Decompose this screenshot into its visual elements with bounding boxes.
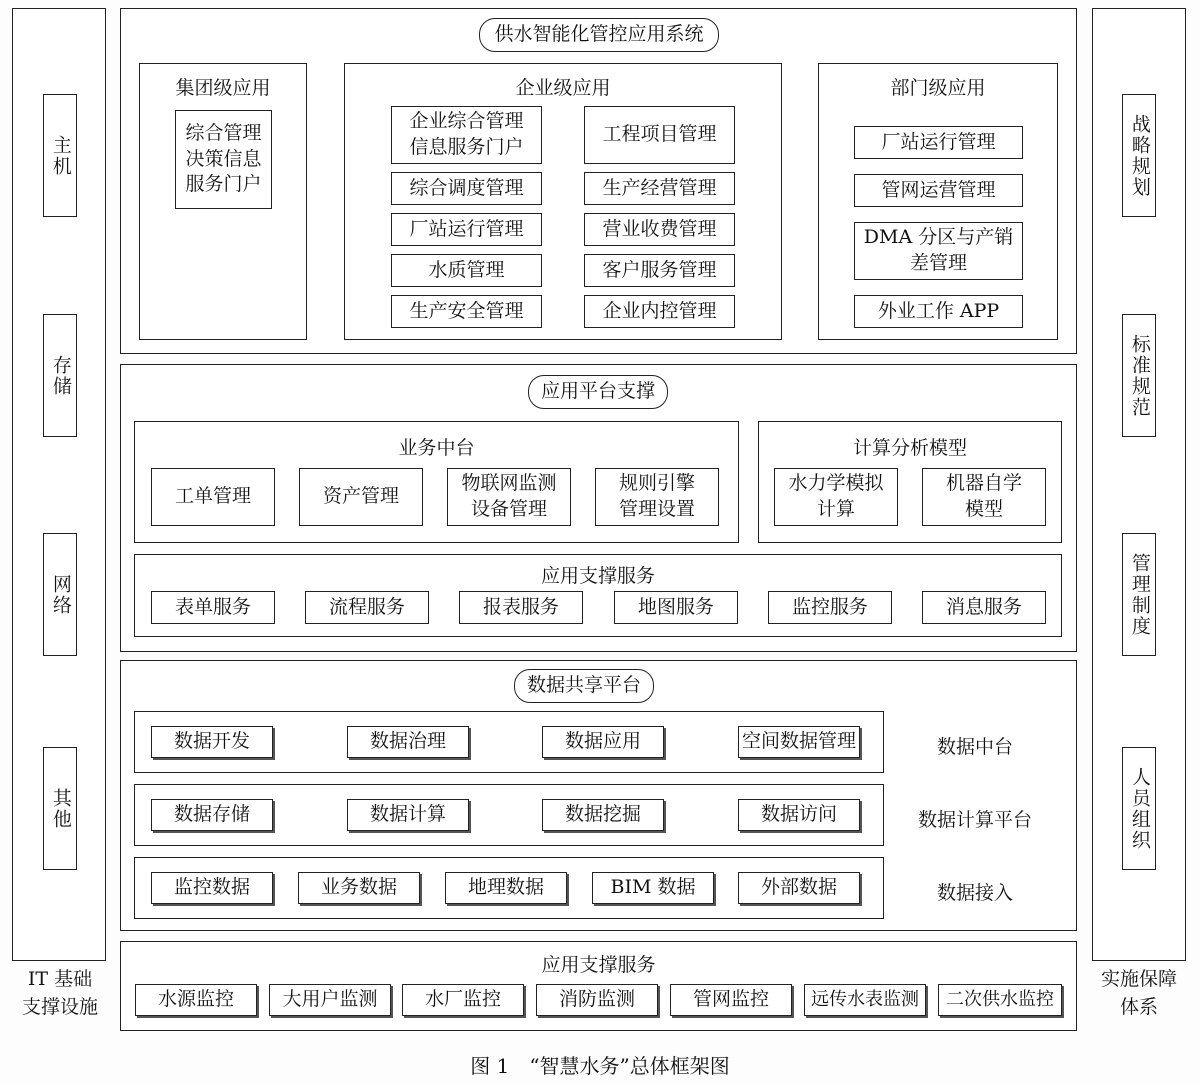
project-mgmt-box: 工程项目管理 xyxy=(584,106,735,164)
right-item-strategy: 战略规划 xyxy=(1122,94,1156,217)
app-system-title: 供水智能化管控应用系统 xyxy=(479,18,719,52)
right-column-caption: 实施保障 体系 xyxy=(1100,968,1177,1018)
figure-caption: 图 1 “智慧水务”总体框架图 xyxy=(470,1054,730,1078)
data-access-box: 数据访问 xyxy=(738,799,860,831)
machine-learning-box: 机器自学 模型 xyxy=(922,468,1046,526)
business-center-title: 业务中台 xyxy=(398,437,475,459)
water-quality-box: 水质管理 xyxy=(391,254,542,287)
dept-field-app-box: 外业工作 APP xyxy=(854,295,1023,328)
monitor-data-box: 监控数据 xyxy=(151,872,273,904)
form-service-box: 表单服务 xyxy=(151,591,275,624)
source-monitor-box: 水源监控 xyxy=(135,984,257,1016)
plant-monitor-box: 水厂监控 xyxy=(402,984,524,1016)
right-item-standards: 标准规范 xyxy=(1122,314,1156,437)
asset-mgmt-box: 资产管理 xyxy=(299,468,423,526)
business-data-box: 业务数据 xyxy=(298,872,420,904)
data-compute-box: 数据计算 xyxy=(347,799,469,831)
data-ingest-label: 数据接入 xyxy=(936,882,1013,904)
dept-level-title: 部门级应用 xyxy=(890,77,986,99)
left-item-storage: 存储 xyxy=(43,314,77,437)
flow-service-box: 流程服务 xyxy=(305,591,429,624)
billing-mgmt-box: 营业收费管理 xyxy=(584,213,735,246)
work-order-box: 工单管理 xyxy=(151,468,275,526)
data-storage-box: 数据存储 xyxy=(151,799,273,831)
safety-mgmt-box: 生产安全管理 xyxy=(391,295,542,328)
external-data-box: 外部数据 xyxy=(738,872,860,904)
left-item-network: 网络 xyxy=(43,533,77,656)
data-mining-box: 数据挖掘 xyxy=(542,799,664,831)
large-user-box: 大用户监测 xyxy=(269,984,391,1016)
compute-model-title: 计算分析模型 xyxy=(852,437,967,459)
remote-meter-box: 远传水表监测 xyxy=(804,984,926,1016)
dept-dma-box: DMA 分区与产销 差管理 xyxy=(854,222,1023,280)
report-service-box: 报表服务 xyxy=(459,591,583,624)
enterprise-portal-box: 企业综合管理 信息服务门户 xyxy=(391,106,542,164)
group-level-title: 集团级应用 xyxy=(175,77,271,99)
geo-data-box: 地理数据 xyxy=(445,872,567,904)
right-item-management: 管理制度 xyxy=(1122,533,1156,656)
secondary-supply-box: 二次供水监控 xyxy=(938,984,1062,1016)
data-compute-label: 数据计算平台 xyxy=(917,809,1032,831)
app-services-title: 应用支撑服务 xyxy=(540,565,655,587)
bim-data-box: BIM 数据 xyxy=(592,872,714,904)
monitor-service-box: 监控服务 xyxy=(768,591,892,624)
pipe-monitor-box: 管网监控 xyxy=(670,984,792,1016)
left-column-caption: IT 基础 支撑设施 xyxy=(21,968,98,1018)
internal-control-box: 企业内控管理 xyxy=(584,295,735,328)
bottom-services-title: 应用支撑服务 xyxy=(541,954,656,976)
message-service-box: 消息服务 xyxy=(922,591,1046,624)
data-center-label: 数据中台 xyxy=(936,736,1013,758)
spatial-data-box: 空间数据管理 xyxy=(738,726,860,758)
right-item-personnel: 人员组织 xyxy=(1122,747,1156,870)
station-ops-box: 厂站运行管理 xyxy=(391,213,542,246)
map-service-box: 地图服务 xyxy=(614,591,738,624)
enterprise-level-title: 企业级应用 xyxy=(515,77,611,99)
rule-engine-box: 规则引擎 管理设置 xyxy=(595,468,719,526)
hydraulic-sim-box: 水力学模拟 计算 xyxy=(774,468,898,526)
data-dev-box: 数据开发 xyxy=(151,726,273,758)
left-item-host: 主机 xyxy=(43,94,77,217)
iot-device-box: 物联网监测 设备管理 xyxy=(447,468,571,526)
data-platform-title: 数据共享平台 xyxy=(514,669,654,703)
platform-title: 应用平台支撑 xyxy=(528,375,668,409)
left-item-other: 其他 xyxy=(43,747,77,870)
group-portal-box: 综合管理 决策信息 服务门户 xyxy=(175,110,272,209)
dept-pipenet-box: 管网运营管理 xyxy=(854,174,1023,207)
dept-station-box: 厂站运行管理 xyxy=(854,126,1023,159)
data-application-box: 数据应用 xyxy=(542,726,664,758)
production-ops-box: 生产经营管理 xyxy=(584,172,735,205)
dispatch-mgmt-box: 综合调度管理 xyxy=(391,172,542,205)
data-governance-box: 数据治理 xyxy=(347,726,469,758)
fire-monitor-box: 消防监测 xyxy=(536,984,658,1016)
customer-service-box: 客户服务管理 xyxy=(584,254,735,287)
